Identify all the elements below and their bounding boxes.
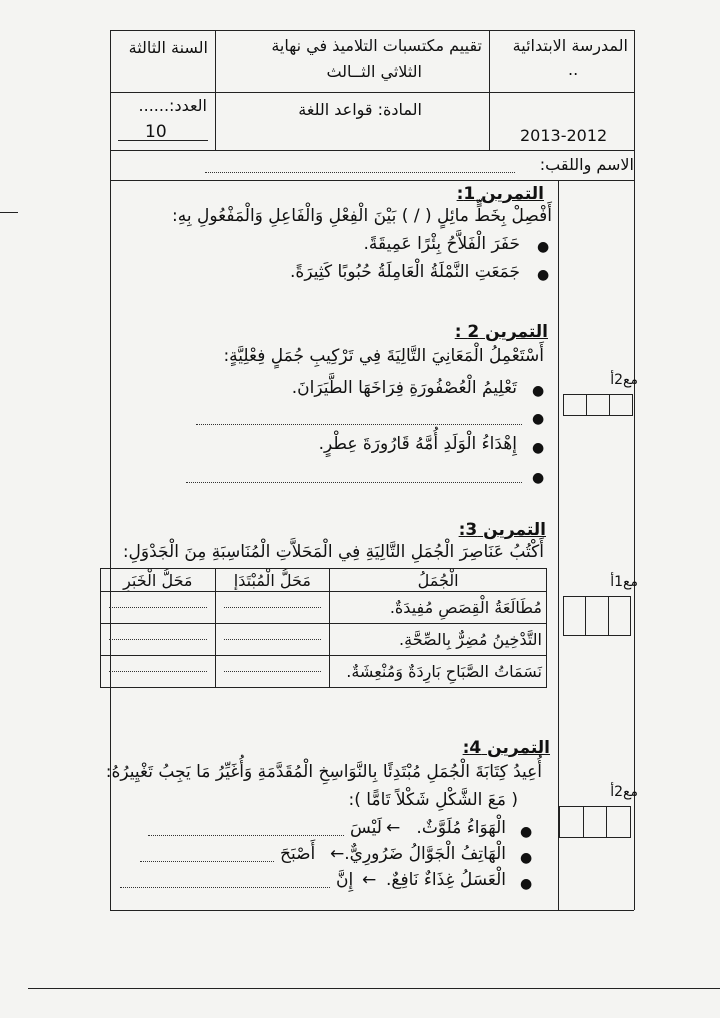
exercise2-answer-2[interactable]	[186, 482, 522, 483]
subject-answer-cell[interactable]	[215, 656, 330, 688]
predicate-answer-cell[interactable]	[101, 624, 216, 656]
exercise4-sentence-3: الْعَسَلُ غِذَاءٌ نَافِعٌ.	[386, 870, 506, 890]
subject-answer-cell[interactable]	[215, 624, 330, 656]
exercise1-title: التمرين 1:	[456, 184, 544, 204]
exercise2-title: التمرين 2 :	[454, 322, 548, 342]
exercise3-score-label: مع1أ	[610, 574, 638, 590]
exercise4-particle-3: إِنَّ	[336, 870, 354, 890]
school-year: 2013-2012	[520, 126, 608, 145]
exercise4-answer-1[interactable]	[148, 835, 344, 836]
sentence-cell: نَسَمَاتُ الصَّبَاحِ بَارِدَةٌ وَمُنْعِشَةٌ.	[330, 656, 547, 688]
exercise4-sentence-1: الْهَوَاءُ مُلَوَّثٌ.	[416, 818, 506, 838]
exercise4-particle-2: أَصْبَحَ	[280, 844, 316, 864]
exercise2-score-label: مع2أ	[610, 372, 638, 388]
exercise1-item-2: جَمَعَتِ النَّمْلَةُ الْعَامِلَةُ حُبُوبًا كَثِيرَةً.	[290, 262, 520, 282]
exercise3-title: التمرين 3:	[458, 520, 546, 540]
subject-answer-cell[interactable]	[215, 592, 330, 624]
exercise1-instruction: أَفْصِلْ بِخَطٍّ مائِلٍ ( / ) بَيْنَ الْفِعْلِ وَالْفَاعِلِ وَالْمَفْعُولِ بِهِ:	[172, 206, 552, 226]
table-row	[101, 624, 547, 656]
exercise2-meaning-2: إِهْدَاءُ الْوَلَدِ أُمَّهُ قَارُورَةَ عِطْرٍ.	[318, 434, 517, 454]
sentence-cell: مُطَالَعَةُ الْقِصَصِ مُفِيدَةٌ.	[330, 592, 547, 624]
exercise2-score-box[interactable]	[563, 394, 633, 416]
arrow-icon: ←	[386, 818, 401, 838]
school-name-dots: ..	[568, 60, 579, 79]
arrow-icon: ←	[330, 844, 345, 864]
page-bottom-rule	[28, 988, 720, 989]
name-label: الاسم واللقب:	[539, 155, 634, 174]
predicate-answer-cell[interactable]	[101, 656, 216, 688]
exam-title-line2: الثلاثي الثــالث	[326, 62, 422, 81]
sentence-cell: التَّدْخِينُ مُضِرٌّ بِالصِّحَّةِ.	[330, 624, 547, 656]
exercise1-item-1: حَفَرَ الْفَلاَّحُ بِئْرًا عَمِيقَةً.	[363, 234, 520, 254]
column-header-predicate: مَحَلُّ الْخَبَرِ	[101, 569, 216, 592]
table-row	[101, 592, 547, 624]
exercise3-instruction: أَكْتُبُ عَنَاصِرَ الْجُمَلِ التَّالِيَةِ فِي الْمَحَلاَّتِ الْمُنَاسِبَةِ مِنَ الْجَدْوَلِ:	[122, 542, 544, 562]
exercise3-score-box[interactable]	[563, 596, 631, 636]
arrow-icon: ←	[362, 870, 377, 890]
exercise4-title: التمرين 4:	[462, 738, 550, 758]
exam-sheet: المدرسة الابتدائية .. تقييم مكتسبات التلاميذ في نهاية الثلاثي الثــالث السنة الثالثة العدد:...... 10 المادة: قواعد اللغة 2013-2012 الاسم واللقب: التمرين 1: أَفْصِلْ بِخَطٍّ مائِلٍ ( / ) بَيْنَ الْفِعْلِ وَالْفَاعِلِ وَالْمَفْعُولِ بِهِ: ● حَفَرَ الْفَلاَّحُ بِئْرًا عَمِيقَةً. ● جَمَعَتِ النَّمْلَةُ الْعَامِلَةُ حُبُوبًا كَثِيرَةً. التمرين 2 : أَسْتَعْمِلُ الْمَعَانِيَ التَّالِيَةَ فِي تَرْكِيبِ جُمَلٍ فِعْلِيَّةٍ: ● تَعْلِيمُ الْعُصْفُورَةِ فِرَاخَهَا الطَّيَرَانَ. ● ● إِهْدَاءُ الْوَلَدِ أُمَّهُ قَارُورَةَ عِطْرٍ. ● مع2أ التمرين 3: أَكْتُبُ عَنَاصِرَ الْجُمَلِ التَّالِيَةِ فِي الْمَحَلاَّتِ الْمُنَاسِبَةِ مِنَ الْجَدْوَلِ: الْجُمَلُ مَحَلُّ الْمُبْتَدَإِ مَحَلُّ الْخَبَرِ مُطَالَعَةُ الْقِصَصِ مُفِيدَةٌ. التَّدْخِينُ مُضِرٌّ بِالصِّحَّةِ. نَسَمَاتُ الصَّبَاحِ بَارِدَةٌ وَمُنْعِشَةٌ. مع1أ التمرين 4: أُعِيدُ كِتَابَةَ الْجُمَلِ مُبْتَدِئًا بِالنَّوَاسِخِ الْمُقَدَّمَةِ وَأُغَيِّرُ مَا يَجِبُ تَغْيِيرُهُ: ( مَعَ الشَّكْلِ شَكْلاً تَامًّا ): ● الْهَوَاءُ مُلَوَّثٌ. ← لَيْسَ ● الْهَاتِفُ الْجَوَّالُ ضَرُورِيٌّ. ← أَصْبَحَ ● الْعَسَلُ غِذَاءٌ نَافِعٌ. ← إِنَّ مع2أ	[0, 0, 720, 1018]
year-level: السنة الثالثة	[128, 38, 208, 57]
predicate-answer-cell[interactable]	[101, 592, 216, 624]
grade-value: 10	[145, 122, 167, 142]
table-row	[101, 656, 547, 688]
exercise2-answer-1[interactable]	[196, 424, 522, 425]
subject: المادة: قواعد اللغة	[298, 100, 422, 119]
exercise4-score-box[interactable]	[559, 806, 631, 838]
exercise3-table	[100, 568, 547, 688]
exercise4-answer-2[interactable]	[140, 861, 274, 862]
grade-label: العدد:......	[138, 96, 207, 115]
exercise4-answer-3[interactable]	[120, 887, 330, 888]
exercise2-meaning-1: تَعْلِيمُ الْعُصْفُورَةِ فِرَاخَهَا الطَّيَرَانَ.	[291, 378, 517, 398]
exam-title-line1: تقييم مكتسبات التلاميذ في نهاية	[271, 36, 482, 55]
exercise4-instruction-line2: ( مَعَ الشَّكْلِ شَكْلاً تَامًّا ):	[348, 790, 518, 810]
exercise4-particle-1: لَيْسَ	[350, 818, 382, 838]
exercise4-sentence-2: الْهَاتِفُ الْجَوَّالُ ضَرُورِيٌّ.	[344, 844, 506, 864]
school-name: المدرسة الابتدائية	[512, 36, 628, 55]
exercise4-score-label: مع2أ	[610, 784, 638, 800]
column-header-sentences: الْجُمَلُ	[330, 569, 547, 592]
exercise2-instruction: أَسْتَعْمِلُ الْمَعَانِيَ التَّالِيَةَ فِي تَرْكِيبِ جُمَلٍ فِعْلِيَّةٍ:	[223, 346, 544, 366]
name-field[interactable]	[205, 172, 515, 173]
exercise4-instruction-line1: أُعِيدُ كِتَابَةَ الْجُمَلِ مُبْتَدِئًا بِالنَّوَاسِخِ الْمُقَدَّمَةِ وَأُغَيِّرُ مَا يَجِبُ تَغْيِيرُهُ:	[105, 762, 542, 782]
column-header-subject: مَحَلُّ الْمُبْتَدَإِ	[215, 569, 330, 592]
